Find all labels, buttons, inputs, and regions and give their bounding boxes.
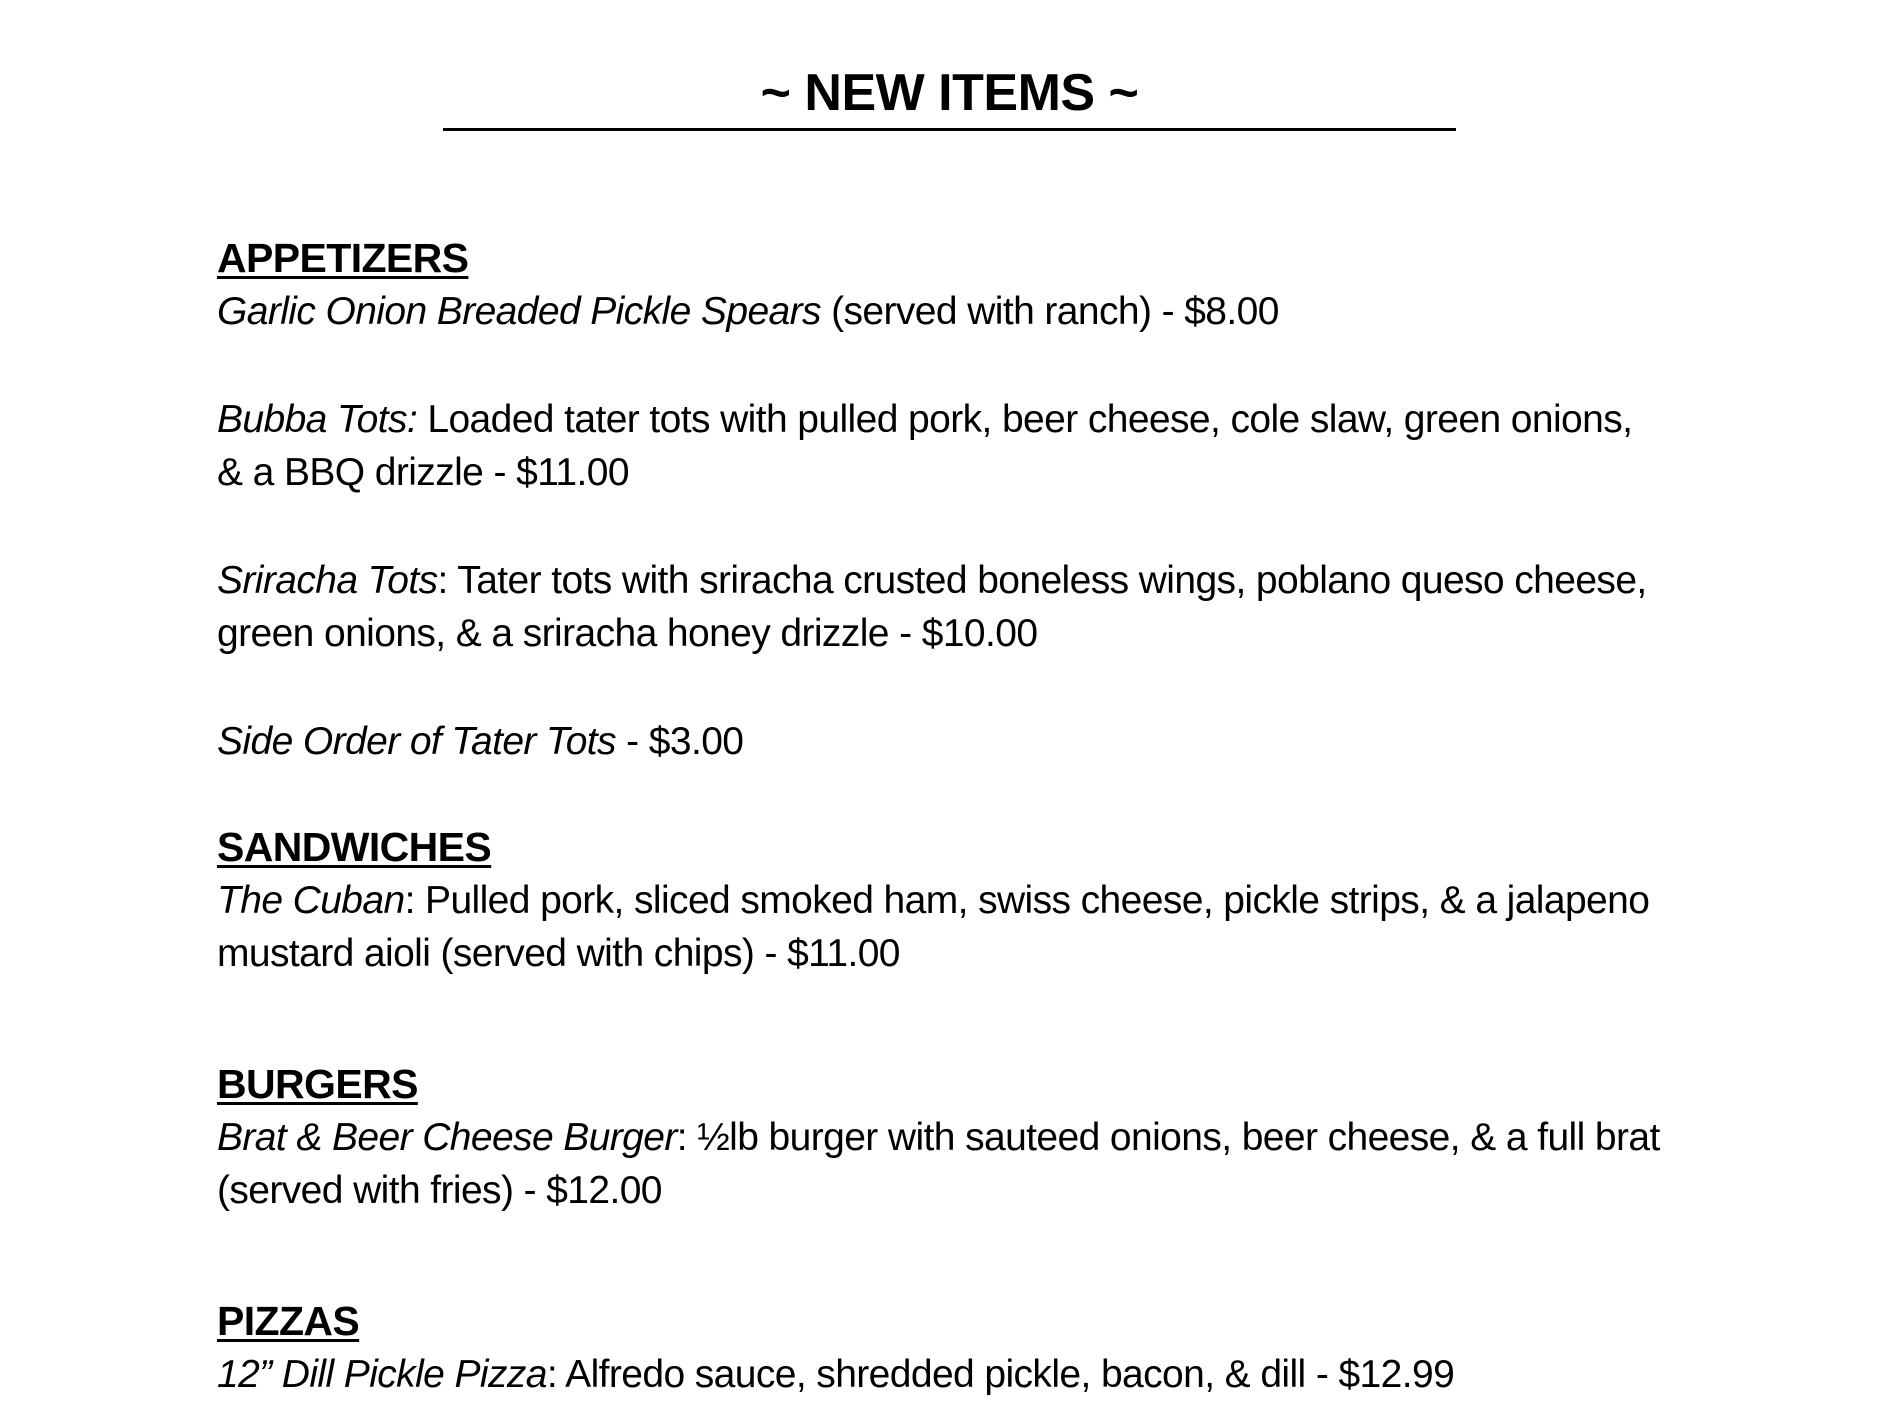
page-title: ~ NEW ITEMS ~ (760, 64, 1139, 122)
item-name: Brat & Beer Cheese Burger (217, 1116, 677, 1159)
section-pizzas (217, 1295, 1667, 1401)
item-name: Side Order of Tater Tots (217, 720, 616, 763)
section-heading-burgers: BURGERS (217, 1061, 418, 1107)
item-description: : ½lb burger with sauteed onions, beer cheese, & a full brat (served with fries) - $12.00 (217, 1116, 1660, 1212)
section-burgers (217, 1058, 1667, 1217)
item-name: The Cuban (217, 879, 405, 922)
section-heading-appetizers: APPETIZERS (217, 235, 469, 281)
item-name: 12” Dill Pickle Pizza (217, 1353, 547, 1396)
menu-content (217, 232, 1667, 1401)
menu-item-sriracha-tots (217, 554, 1667, 660)
section-heading-sandwiches: SANDWICHES (217, 824, 492, 870)
item-description: Loaded tater tots with pulled pork, beer cheese, cole slaw, green onions, & a BBQ drizzle - $11.00 (217, 398, 1633, 494)
section-sandwiches (217, 821, 1667, 980)
item-description: : Alfredo sauce, shredded pickle, bacon, & dill - $12.99 (546, 1353, 1455, 1396)
item-description: : Pulled pork, sliced smoked ham, swiss cheese, pickle strips, & a jalapeno mustard aioli (served with chips) - $11.00 (217, 879, 1650, 975)
item-description: - $3.00 (615, 720, 744, 763)
item-description: : Tater tots with sriracha crusted boneless wings, poblano queso cheese, green onions, & a sriracha honey drizzle - $10.00 (217, 559, 1647, 655)
menu-item-dill-pickle-pizza (217, 1348, 1667, 1401)
title-rule (443, 58, 1456, 131)
menu-item-brat-beer-cheese-burger (217, 1111, 1667, 1217)
section-appetizers (217, 232, 1667, 768)
menu-item-the-cuban (217, 874, 1667, 980)
section-heading-pizzas: PIZZAS (217, 1298, 360, 1344)
item-name: Sriracha Tots (217, 559, 438, 602)
item-name: Bubba Tots: (217, 398, 418, 441)
menu-item-garlic-onion-pickle-spears (217, 285, 1667, 338)
menu-item-side-tater-tots (217, 715, 1667, 768)
item-description: (served with ranch) - $8.00 (820, 290, 1279, 333)
item-name: Garlic Onion Breaded Pickle Spears (217, 290, 821, 333)
menu-item-bubba-tots (217, 393, 1667, 499)
